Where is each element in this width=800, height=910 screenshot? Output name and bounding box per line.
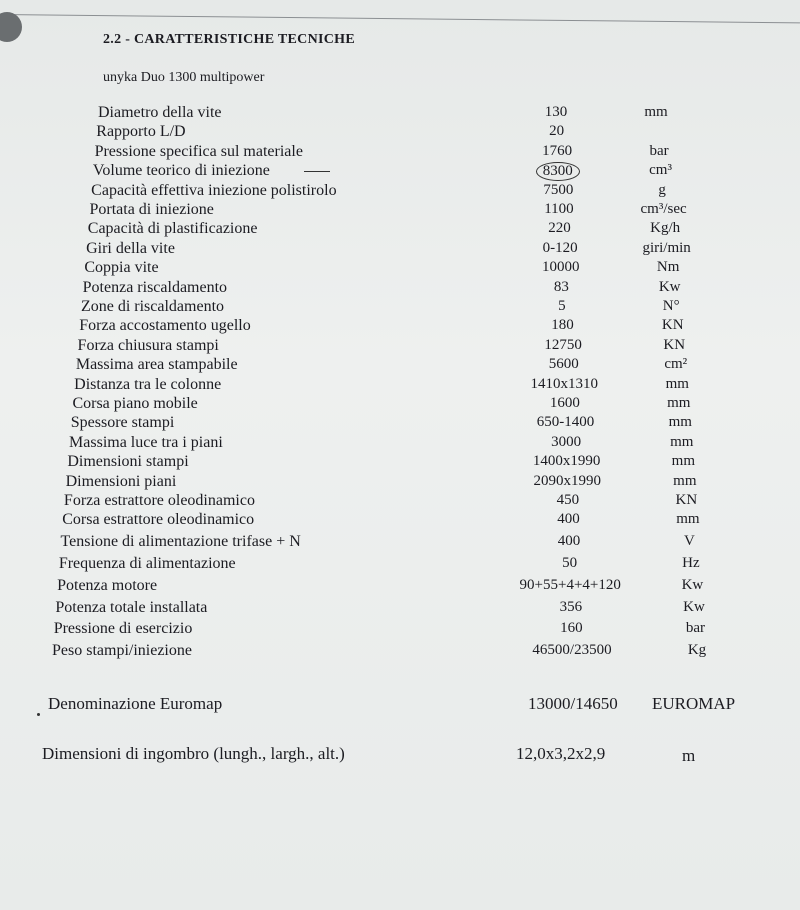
spec-unit: mm bbox=[644, 104, 668, 120]
spec-value: 450 bbox=[556, 492, 580, 508]
spec-unit: cm² bbox=[664, 356, 688, 373]
spec-value: 2090x1990 bbox=[533, 472, 601, 489]
ink-dot bbox=[37, 713, 40, 716]
spec-label: Forza accostamento ugello bbox=[79, 317, 251, 335]
spec-row bbox=[0, 577, 800, 597]
spec-unit: mm bbox=[676, 511, 700, 528]
spec-unit: mm bbox=[673, 472, 697, 489]
spec-row bbox=[0, 376, 800, 396]
spec-row bbox=[0, 123, 800, 143]
spec-row bbox=[0, 220, 800, 240]
spec-row bbox=[0, 511, 800, 531]
page-top-rule bbox=[0, 14, 800, 23]
spec-unit: N° bbox=[662, 298, 680, 314]
spec-unit: mm bbox=[667, 395, 691, 411]
spec-unit: mm bbox=[670, 433, 694, 450]
spec-label: Potenza motore bbox=[57, 576, 158, 594]
spec-label: Portata di iniezione bbox=[89, 201, 214, 218]
dimensions-unit: m bbox=[682, 746, 696, 765]
spec-row bbox=[0, 642, 800, 662]
spec-value: 400 bbox=[557, 533, 581, 550]
spec-row bbox=[0, 240, 800, 260]
spec-label: Forza chiusura stampi bbox=[77, 336, 219, 354]
euromap-value: 13000/14650 bbox=[528, 694, 618, 713]
spec-unit: bar bbox=[685, 620, 706, 637]
spec-value: 5 bbox=[558, 298, 566, 314]
spec-unit: g bbox=[658, 181, 666, 198]
spec-value: 90+55+4+4+120 bbox=[519, 576, 621, 593]
spec-unit: mm bbox=[665, 375, 689, 392]
spec-unit: KN bbox=[661, 317, 684, 334]
euromap-label: Denominazione Euromap bbox=[48, 694, 223, 713]
spec-label: Corsa estrattore oleodinamico bbox=[62, 511, 255, 529]
spec-row bbox=[0, 259, 800, 279]
spec-value: 1410x1310 bbox=[530, 375, 599, 392]
spec-row bbox=[0, 453, 800, 473]
spec-unit: mm bbox=[668, 414, 692, 431]
spec-unit: V bbox=[683, 533, 695, 550]
spec-value: 20 bbox=[549, 123, 565, 140]
spec-label: Zone di riscaldamento bbox=[80, 298, 225, 315]
spec-row bbox=[0, 473, 800, 493]
spec-row bbox=[0, 298, 800, 318]
spec-row bbox=[0, 434, 800, 454]
section-heading: 2.2 - CARATTERISTICHE TECNICHE bbox=[103, 32, 355, 47]
spec-unit: Kw bbox=[683, 598, 705, 615]
spec-value: 50 bbox=[562, 555, 578, 571]
spec-label: Coppia vite bbox=[84, 259, 159, 277]
spec-unit: giri/min bbox=[642, 239, 691, 256]
spec-row bbox=[0, 162, 800, 182]
spec-label: Pressione di esercizio bbox=[53, 620, 193, 638]
spec-label: Forza estrattore oleodinamico bbox=[63, 492, 255, 509]
spec-value: 12750 bbox=[544, 336, 582, 353]
spec-value: 1100 bbox=[544, 201, 574, 217]
spec-label: Pressione specifica sul materiale bbox=[94, 142, 303, 160]
spec-unit: Kg bbox=[687, 642, 707, 659]
spec-unit: Hz bbox=[682, 555, 700, 571]
spec-value: 220 bbox=[548, 220, 571, 237]
handwritten-dash bbox=[304, 171, 330, 172]
spec-unit: cm³/sec bbox=[640, 201, 687, 217]
spec-label: Distanza tra le colonne bbox=[74, 375, 222, 393]
spec-value: 3000 bbox=[551, 433, 582, 450]
spec-label: Dimensioni piani bbox=[65, 472, 177, 490]
spec-label: Volume teorico di iniezione bbox=[92, 162, 270, 180]
spec-row bbox=[0, 492, 800, 512]
spec-row bbox=[0, 104, 800, 124]
spec-label: Capacità effettiva iniezione polistirolo bbox=[91, 181, 337, 199]
spec-label: Potenza riscaldamento bbox=[82, 278, 228, 296]
spec-value: 1760 bbox=[542, 142, 573, 159]
spec-unit: Kw bbox=[681, 576, 704, 593]
spec-label: Potenza totale installata bbox=[55, 598, 208, 616]
spec-value: 130 bbox=[544, 104, 568, 120]
spec-label: Tensione di alimentazione trifase + N bbox=[60, 533, 301, 551]
spec-value: 160 bbox=[560, 620, 583, 637]
dimensions-label: Dimensioni di ingombro (lungh., largh., alt.) bbox=[42, 744, 345, 763]
machine-model: unyka Duo 1300 multipower bbox=[103, 70, 265, 85]
spec-value: 400 bbox=[557, 511, 580, 528]
spec-value: 8300 bbox=[536, 162, 580, 181]
spec-label: Massima area stampabile bbox=[75, 356, 238, 374]
spec-row bbox=[0, 337, 800, 357]
spec-row bbox=[0, 317, 800, 337]
spec-value: 1600 bbox=[549, 395, 580, 411]
spec-row bbox=[0, 356, 800, 376]
spec-row bbox=[0, 414, 800, 434]
spec-row bbox=[0, 555, 800, 575]
spec-unit: KN bbox=[663, 336, 686, 353]
spec-row bbox=[0, 143, 800, 163]
spec-value: 46500/23500 bbox=[532, 642, 612, 659]
spec-label: Capacità di plastificazione bbox=[87, 220, 258, 238]
spec-value: 5600 bbox=[548, 356, 579, 373]
spec-unit: bar bbox=[649, 142, 669, 159]
spec-label: Giri della vite bbox=[86, 239, 175, 257]
spec-value: 1400x1990 bbox=[532, 453, 601, 470]
spec-label: Dimensioni stampi bbox=[67, 453, 189, 471]
spec-label: Diametro della vite bbox=[98, 104, 222, 121]
spec-value: 0-120 bbox=[542, 239, 578, 256]
spec-row bbox=[0, 620, 800, 640]
binder-hole bbox=[0, 12, 22, 42]
spec-label: Rapporto L/D bbox=[96, 123, 186, 141]
spec-value: 650-1400 bbox=[536, 414, 595, 431]
spec-unit: KN bbox=[675, 492, 698, 508]
spec-value: 356 bbox=[559, 598, 583, 615]
spec-label: Frequenza di alimentazione bbox=[58, 555, 236, 572]
spec-row bbox=[0, 599, 800, 619]
spec-row bbox=[0, 182, 800, 202]
euromap-unit: EUROMAP bbox=[652, 694, 736, 713]
spec-unit: Kw bbox=[658, 278, 681, 295]
dimensions-value: 12,0x3,2x2,9 bbox=[516, 744, 606, 763]
spec-unit: Nm bbox=[656, 259, 680, 276]
spec-label: Massima luce tra i piani bbox=[69, 433, 223, 451]
spec-label: Peso stampi/iniezione bbox=[52, 642, 192, 660]
spec-row bbox=[0, 533, 800, 553]
spec-value: 180 bbox=[551, 317, 574, 334]
spec-row bbox=[0, 201, 800, 221]
spec-row bbox=[0, 395, 800, 415]
spec-unit: mm bbox=[671, 453, 695, 470]
spec-value: 7500 bbox=[543, 181, 574, 198]
spec-value: 10000 bbox=[541, 259, 580, 276]
spec-value: 83 bbox=[553, 278, 569, 295]
spec-unit: Kg/h bbox=[650, 220, 681, 237]
spec-unit: cm³ bbox=[649, 162, 672, 179]
spec-label: Corsa piano mobile bbox=[72, 395, 198, 412]
spec-label: Spessore stampi bbox=[70, 414, 175, 432]
spec-row bbox=[0, 279, 800, 299]
